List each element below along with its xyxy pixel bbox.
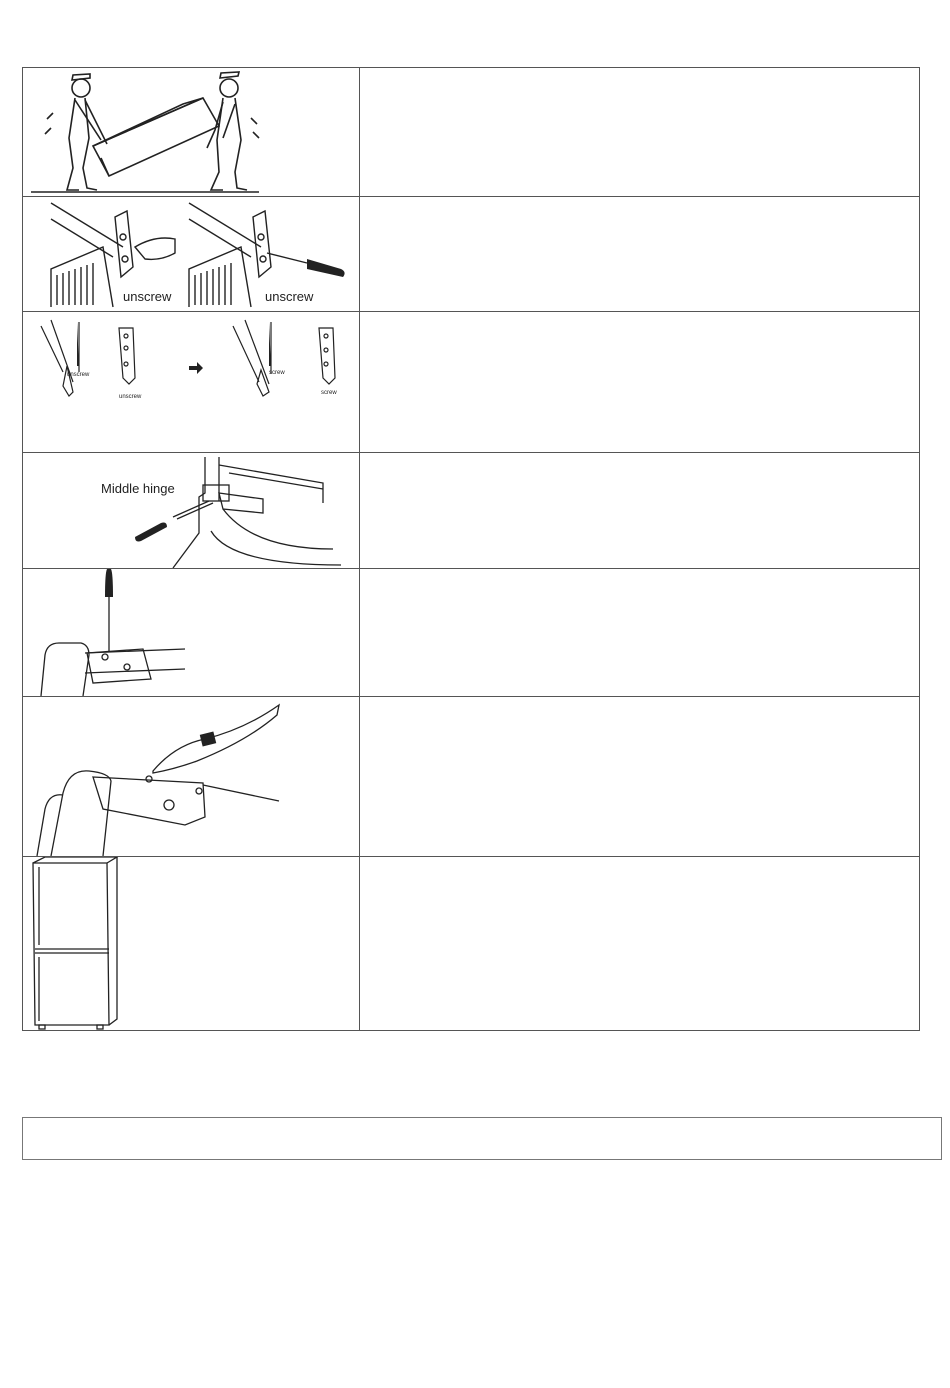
bottom-hinge-bracket-image (23, 697, 359, 856)
step-row-6 (23, 697, 919, 857)
step-1-illustration (23, 68, 359, 196)
step-2-text (360, 197, 919, 311)
unscrew-label-2: unscrew (265, 289, 314, 304)
middle-hinge-image (23, 453, 359, 568)
step-row-1 (23, 68, 919, 197)
note-box (22, 1117, 942, 1160)
unscrew-label-1: unscrew (123, 289, 172, 304)
step-row-5 (23, 569, 919, 697)
screw-small-label-1: screw (269, 370, 285, 376)
workers-carrying-box-image (23, 68, 359, 196)
refrigerator-image (23, 857, 359, 1031)
step-7-text (360, 857, 919, 1032)
step-5-text (360, 569, 919, 696)
unscrew-hinge-cover-image (23, 197, 359, 311)
step-row-7 (23, 857, 919, 1032)
step-3-text (360, 312, 919, 452)
step-row-3 (23, 312, 919, 453)
step-6-text (360, 697, 919, 856)
step-4-illustration (23, 453, 359, 568)
screw-small-label-2: screw (321, 390, 337, 396)
step-6-illustration (23, 697, 359, 856)
step-row-4 (23, 453, 919, 569)
top-hinge-swap-image (23, 312, 359, 452)
step-5-illustration (23, 569, 359, 696)
step-2-illustration (23, 197, 359, 311)
unscrew-small-label-2: unscrew (119, 394, 142, 400)
step-4-text (360, 453, 919, 568)
instruction-table (22, 67, 920, 1031)
step-7-illustration (23, 857, 359, 1032)
bottom-hinge-screwdriver-image (23, 569, 359, 696)
middle-hinge-label: Middle hinge (101, 481, 175, 496)
right-arrow-icon (189, 362, 203, 374)
step-row-2 (23, 197, 919, 312)
unscrew-small-label-1: unscrew (67, 372, 90, 378)
step-1-text (360, 68, 919, 196)
step-3-illustration (23, 312, 359, 452)
